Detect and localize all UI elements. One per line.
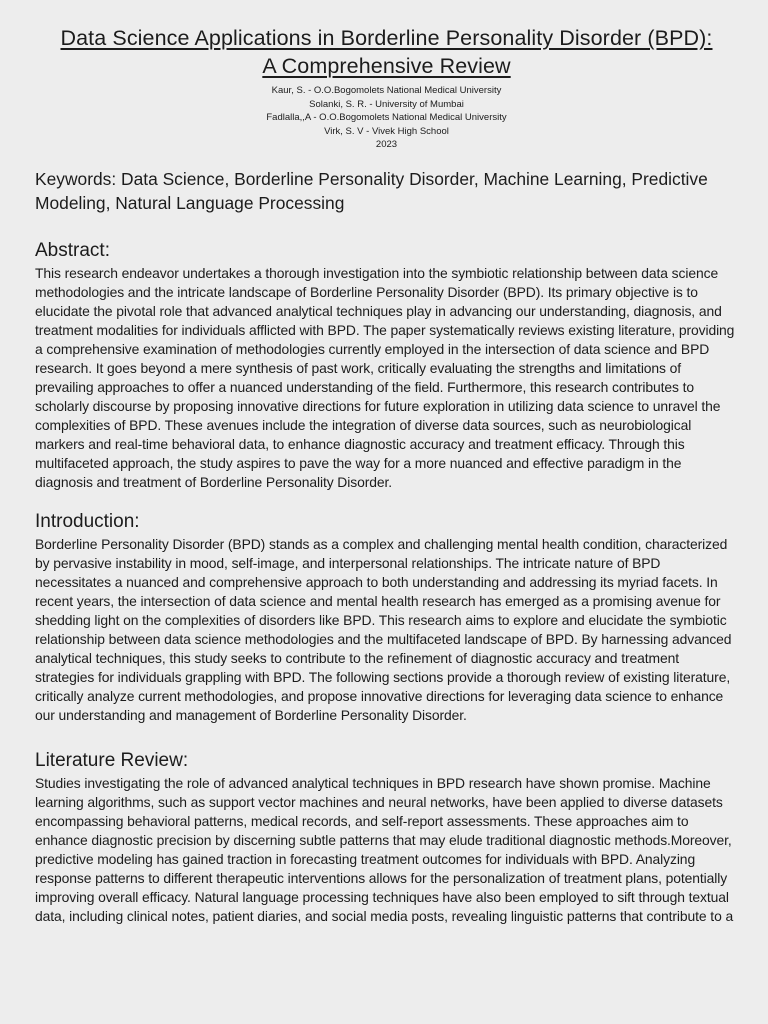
- literature-review-section: [35, 749, 738, 926]
- author-line: Solanki, S. R. - University of Mumbai: [309, 98, 464, 110]
- author-block: [35, 84, 738, 152]
- keywords-section: [35, 167, 738, 215]
- abstract-body: This research endeavor undertakes a thorough investigation into the symbiotic relationship between data science methodologies and the intricate landscape of Borderline Personality Disorder (BPD). Its primary objective is to elucidate the pivotal role that advanced analytical techniques play in advancing our understanding, diagnosis, and treatment modalities for individuals afflicted with BPD. The paper systematically reviews existing literature, providing a comprehensive examination of methodologies currently employed in the intersection of data science and BPD research. It goes beyond a mere synthesis of past work, critically evaluating the strengths and limitations of prevailing approaches to offer a nuanced understanding of the field. Furthermore, this research contributes to scholarly discourse by proposing innovative directions for future exploration in utilizing data science to unravel the complexities of BPD. These avenues include the integration of diverse data sources, such as neurobiological markers and real-time behavioral data, to enhance diagnostic accuracy and treatment efficacy. Through this multifaceted approach, the study aspires to pave the way for a more nuanced and effective paradigm in the diagnosis and treatment of Borderline Personality Disorder.: [35, 264, 735, 490]
- paper-title: [35, 24, 738, 80]
- abstract-section: [35, 239, 738, 492]
- author-line: Kaur, S. - O.O.Bogomolets National Medical University: [271, 85, 502, 96]
- author-line: Fadlalla,,A - O.O.Bogomolets National Medical University: [266, 112, 507, 123]
- author-line: Virk, S. V - Vivek High School: [324, 125, 449, 137]
- keywords-label: Keywords:: [35, 168, 117, 189]
- paper-title-line-2: A Comprehensive Review: [262, 54, 511, 78]
- literature-review-body: Studies investigating the role of advanced analytical techniques in BPD research have shown promise. Machine learning algorithms, such as support vector machines and neural networks, have been applied to diverse datasets encompassing behavioral patterns, medical records, and self-report assessments. These approaches aim to enhance diagnostic precision by discerning subtle patterns that may elude traditional diagnostic methods.Moreover, predictive modeling has gained traction in forecasting treatment outcomes for individuals with BPD. Analyzing response patterns to different therapeutic interventions allows for the personalization of treatment plans, potentially improving overall efficacy. Natural language processing techniques have also been employed to sift through textual data, including clinical notes, patient diaries, and social media posts, revealing linguistic patterns that contribute to a: [35, 774, 734, 924]
- paper-title-line-1: Data Science Applications in Borderline Personality Disorder (BPD):: [60, 26, 713, 50]
- introduction-body: Borderline Personality Disorder (BPD) stands as a complex and challenging mental health condition, characterized by pervasive instability in mood, self-image, and interpersonal relationships. The intricate nature of BPD necessitates a nuanced and comprehensive approach to both understanding and addressing its myriad facets. In recent years, the intersection of data science and mental health research has emerged as a promising avenue for shedding light on the complexities of disorders like BPD. This research aims to explore and elucidate the symbiotic relationship between data science methodologies and the multifaceted landscape of BPD. By harnessing advanced analytical techniques, this study seeks to contribute to the refinement of diagnostic accuracy and treatment strategies for individuals grappling with BPD. The following sections provide a thorough review of existing literature, critically analyze current methodologies, and propose innovative directions for leveraging data science to enhance our understanding and management of Borderline Personality Disorder.: [35, 535, 732, 723]
- introduction-heading: Introduction:: [35, 510, 140, 532]
- literature-review-heading: Literature Review:: [35, 749, 189, 771]
- introduction-section: [35, 510, 738, 725]
- abstract-heading: Abstract:: [35, 239, 110, 261]
- keywords-text: Data Science, Borderline Personality Disorder, Machine Learning, Predictive Modeling, Natural Language Processing: [35, 168, 708, 213]
- publication-year: 2023: [375, 139, 398, 150]
